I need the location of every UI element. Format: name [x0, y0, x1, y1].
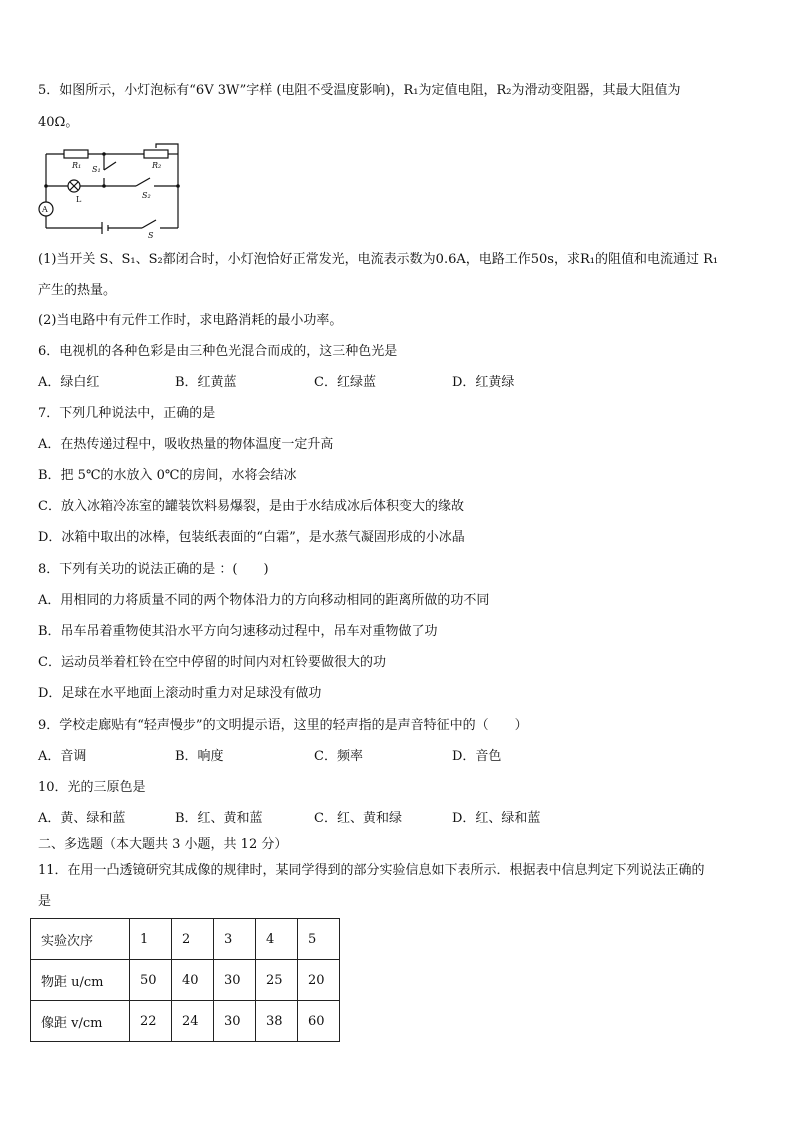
table-cell: 2 — [172, 919, 214, 960]
q9-stem: 9．学校走廊贴有“轻声慢步”的文明提示语，这里的轻声指的是声音特征中的（ ） — [38, 718, 528, 733]
q6-option-a: A．绿白红 — [38, 375, 100, 390]
q9-option-a: A．音调 — [38, 749, 87, 764]
table-cell: 60 — [298, 1001, 340, 1042]
table-row — [31, 960, 340, 1001]
label-s: S — [148, 231, 154, 240]
q9-option-d: D．音色 — [452, 749, 502, 764]
q11-data-table — [30, 918, 340, 1042]
q11-stem-line2: 是 — [38, 894, 52, 909]
q5-stem-line2: 40Ω。 — [38, 115, 79, 130]
q7-option-c: C．放入冰箱冷冻室的罐装饮料易爆裂，是由于水结成冰后体积变大的缘故 — [38, 499, 464, 514]
label-ammeter: A — [42, 205, 48, 214]
q5-part1-line2: 产生的热量。 — [38, 283, 117, 298]
q7-option-a: A．在热传递过程中，吸收热量的物体温度一定升高 — [38, 437, 334, 452]
q9-option-b: B．响度 — [175, 749, 224, 764]
section2-heading: 二、多选题（本大题共 3 小题，共 12 分） — [38, 837, 288, 852]
resistor-r2 — [144, 150, 168, 158]
q5-circuit-diagram — [36, 140, 186, 240]
q8-stem: 8．下列有关功的说法正确的是 ：( ) — [38, 562, 269, 577]
table-cell: 30 — [214, 960, 256, 1001]
table-cell: 24 — [172, 1001, 214, 1042]
label-lamp: L — [76, 195, 82, 204]
q5-part2: (2)当电路中有元件工作时，求电路消耗的最小功率。 — [38, 313, 343, 328]
q6-stem: 6．电视机的各种色彩是由三种色光混合而成的，这三种色光是 — [38, 344, 398, 359]
table-cell: 20 — [298, 960, 340, 1001]
q5-part1-line1: (1)当开关 S、S₁、S₂都闭合时，小灯泡恰好正常发光，电流表示数为0.6A，电路工作50s，求R₁的阻值和电流通过 R₁ — [38, 252, 719, 267]
q6-option-c: C．红绿蓝 — [314, 375, 376, 390]
q10-stem: 10．光的三原色是 — [38, 780, 146, 795]
table-cell: 5 — [298, 919, 340, 960]
label-s1: S₁ — [92, 165, 101, 174]
label-r1: R₁ — [72, 161, 82, 170]
label-r2: R₂ — [152, 161, 162, 170]
q10-option-b: B．红、黄和蓝 — [175, 811, 263, 826]
table-cell: 4 — [256, 919, 298, 960]
table-cell: 40 — [172, 960, 214, 1001]
resistor-r1 — [64, 150, 88, 158]
table-cell: 30 — [214, 1001, 256, 1042]
table-cell: 3 — [214, 919, 256, 960]
q6-option-d: D．红黄绿 — [452, 375, 515, 390]
q10-option-a: A．黄、绿和蓝 — [38, 811, 126, 826]
table-cell: 实验次序 — [31, 919, 130, 960]
label-s2: S₂ — [142, 191, 151, 200]
q7-option-b: B．把 5℃的水放入 0℃的房间，水将会结冰 — [38, 468, 297, 483]
q8-option-d: D．足球在水平地面上滚动时重力对足球没有做功 — [38, 686, 322, 701]
table-cell: 38 — [256, 1001, 298, 1042]
table-row — [31, 1001, 340, 1042]
table-cell: 22 — [130, 1001, 172, 1042]
q7-stem: 7．下列几种说法中，正确的是 — [38, 406, 216, 421]
q11-stem-line1: 11．在用一凸透镜研究其成像的规律时，某同学得到的部分实验信息如下表所示．根据表中信息判定下列说法正确的 — [38, 863, 705, 878]
q8-option-a: A．用相同的力将质量不同的两个物体沿力的方向移动相同的距离所做的功不同 — [38, 593, 490, 608]
table-row — [31, 919, 340, 960]
q5-stem-line1: 5．如图所示，小灯泡标有“6V 3W”字样 (电阻不受温度影响)，R₁为定值电阻，R₂为滑动变阻器，其最大阻值为 — [38, 83, 681, 98]
q8-option-c: C．运动员举着杠铃在空中停留的时间内对杠铃要做很大的功 — [38, 655, 386, 670]
table-cell: 25 — [256, 960, 298, 1001]
q6-option-b: B．红黄蓝 — [175, 375, 237, 390]
table-cell: 物距 u/cm — [31, 960, 130, 1001]
table-cell: 50 — [130, 960, 172, 1001]
q10-option-d: D．红、绿和蓝 — [452, 811, 541, 826]
table-cell: 像距 v/cm — [31, 1001, 130, 1042]
q9-option-c: C．频率 — [314, 749, 363, 764]
q7-option-d: D．冰箱中取出的冰棒，包装纸表面的“白霜”，是水蒸气凝固形成的小冰晶 — [38, 530, 465, 545]
q10-option-c: C．红、黄和绿 — [314, 811, 402, 826]
q8-option-b: B．吊车吊着重物使其沿水平方向匀速移动过程中，吊车对重物做了功 — [38, 624, 438, 639]
table-cell: 1 — [130, 919, 172, 960]
